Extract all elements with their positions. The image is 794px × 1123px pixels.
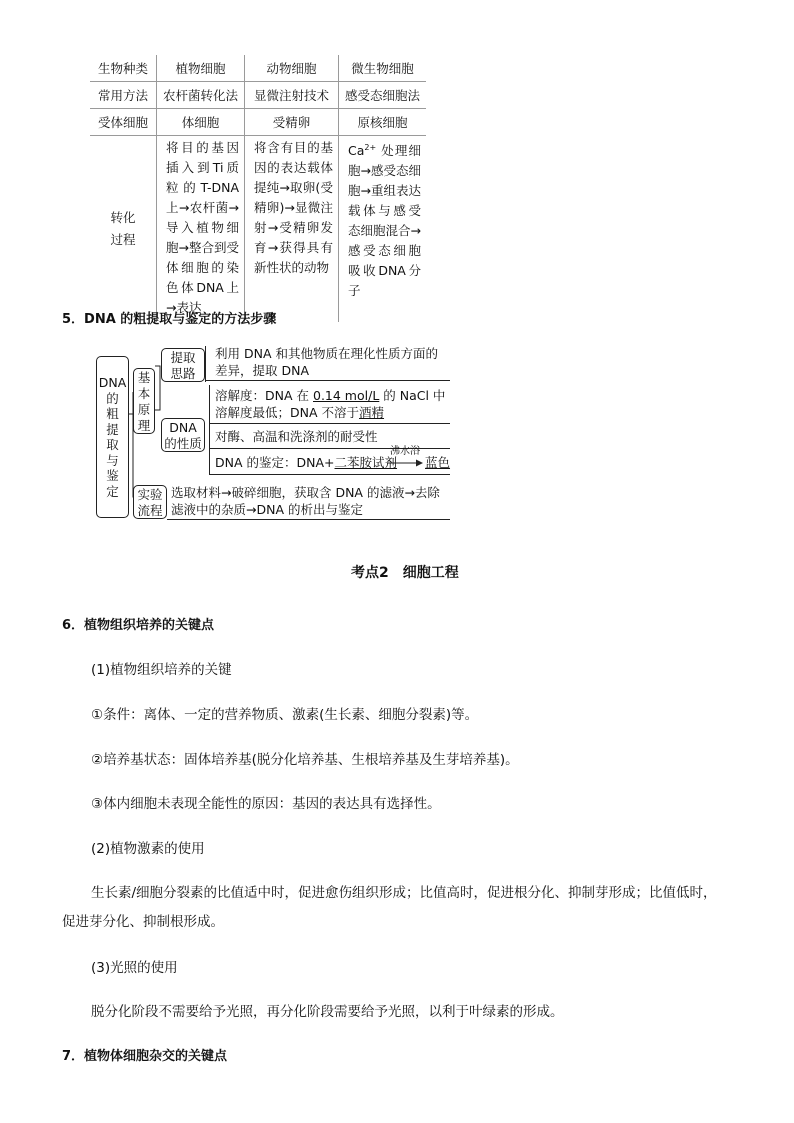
exp-text-line: 滤液中的杂质→DNA 的析出与鉴定 [171, 502, 363, 517]
root-char: 取 [106, 437, 119, 452]
microbe-process-text: 处理细胞→感受态细胞→重组表达载体与感受态细胞混合→感受态细胞吸收DNA分子 [348, 143, 421, 299]
props-bracket [209, 385, 214, 475]
boiling-condition: 沸水浴 [390, 446, 420, 457]
section6-para2-line1: 生长素/细胞分裂素的比值适中时，促进愈伤组织形成；比值高时，促进根分化、抑制芽形成；比值低时， [91, 885, 717, 901]
tolerance-text: 对酶、高温和洗涤剂的耐受性 [215, 429, 378, 444]
exp-label-line: 流程 [137, 503, 163, 518]
blue-result: 蓝色 [425, 455, 451, 470]
root-char: 粗 [106, 406, 119, 421]
section6-sub3: (3)光照的使用 [91, 960, 178, 976]
alcohol-term: 酒精 [359, 405, 385, 420]
arrow-icon [386, 458, 424, 468]
ca-charge: 2+ [364, 143, 377, 152]
experiment-flow-box [133, 485, 167, 519]
table-header-cell: 生物种类 [90, 55, 157, 82]
table-cell: 原核细胞 [339, 109, 427, 136]
solubility-line: 溶解度最低；DNA 不溶于酒精 [215, 405, 385, 420]
root-char: 定 [106, 483, 119, 499]
idea-text-line: 利用 DNA 和其他物质在理化性质方面的 [215, 346, 438, 361]
principle-char: 基 [137, 370, 151, 385]
section6-para2-line2: 促进芽分化、抑制根形成。 [62, 914, 224, 930]
ca-ion: Ca [348, 143, 365, 159]
props-label-line: DNA [169, 420, 197, 435]
principle-char: 原 [137, 402, 151, 417]
root-char: 鉴 [106, 468, 119, 483]
table-cell: 体细胞 [157, 109, 245, 136]
principle-char: 本 [137, 386, 151, 401]
salt-concentration: 0.14 mol/L [313, 388, 380, 403]
table-cell-plant-process: 将目的基因插入到Ti质粒的T-DNA上→农杆菌→导入植物细胞→整合到受体细胞的染色体DNA上→表达 [157, 136, 245, 323]
idea-bracket [205, 346, 212, 382]
table-cell: 感受态细胞法 [339, 82, 427, 109]
root-char: 提 [106, 421, 119, 437]
process-label-line: 转化 [110, 210, 136, 225]
table-cell: 农杆菌转化法 [157, 82, 245, 109]
table-cell: 显微注射技术 [245, 82, 339, 109]
root-char: 的 [106, 390, 119, 406]
section6-sub1: (1)植物组织培养的关键 [91, 662, 232, 678]
idea-label-line: 思路 [170, 366, 196, 381]
props-label-line: 的性质 [164, 436, 202, 451]
section6-item1: ①条件：离体、一定的营养物质、激素(生长素、细胞分裂素)等。 [91, 707, 479, 723]
solubility-underline [210, 423, 450, 424]
exp-underline [167, 519, 450, 520]
section6-para3: 脱分化阶段不需要给予光照，再分化阶段需要给予光照，以利于叶绿素的形成。 [91, 1004, 564, 1020]
section6-item3: ③体内细胞未表现全能性的原因：基因的表达具有选择性。 [91, 796, 441, 812]
dna-properties-box [161, 418, 205, 452]
idea-text-line: 差异，提取 DNA [215, 363, 310, 378]
exp-label-line: 实验 [137, 487, 163, 502]
principle-char: 理 [137, 418, 151, 433]
identification-line: DNA 的鉴定：DNA+二苯胺试剂 [215, 455, 398, 470]
table-cell: 受体细胞 [90, 109, 157, 136]
root-box [96, 356, 129, 518]
table-header-cell: 动物细胞 [245, 55, 339, 82]
kaodian-title: 考点2 细胞工程 [351, 565, 459, 581]
table-header-cell: 植物细胞 [157, 55, 245, 82]
table-cell: 受精卵 [245, 109, 339, 136]
exp-text-line: 选取材料→破碎细胞，获取含 DNA 的滤液→去除 [171, 485, 440, 500]
solubility-line: 溶解度：DNA 在 0.14 mol/L 的 NaCl 中 [215, 388, 446, 403]
reagent-term: 二苯胺试剂 [334, 455, 398, 470]
extraction-idea-box [161, 348, 205, 382]
identification-underline [210, 474, 450, 475]
idea-underline [205, 380, 450, 381]
section5-heading: 5．DNA 的粗提取与鉴定的方法步骤 [62, 312, 277, 327]
table-cell: 常用方法 [90, 82, 157, 109]
process-label-line: 过程 [110, 232, 136, 247]
table-header-cell: 微生物细胞 [339, 55, 427, 82]
table-cell-animal-process: 将含有目的基因的表达载体提纯→取卵(受精卵)→显微注射→受精卵发育→获得具有新性状的动物 [245, 136, 339, 323]
section6-item2: ②培养基状态：固体培养基(脱分化培养基、生根培养基及生芽培养基)。 [91, 752, 519, 768]
section6-sub2: (2)植物激素的使用 [91, 841, 205, 857]
idea-label-line: 提取 [170, 350, 196, 365]
section6-heading: 6．植物组织培养的关键点 [62, 618, 215, 633]
root-char: DNA [98, 375, 127, 390]
root-char: 与 [106, 452, 119, 468]
basic-principle-box [133, 368, 155, 434]
section7-heading: 7．植物体细胞杂交的关键点 [62, 1049, 228, 1064]
